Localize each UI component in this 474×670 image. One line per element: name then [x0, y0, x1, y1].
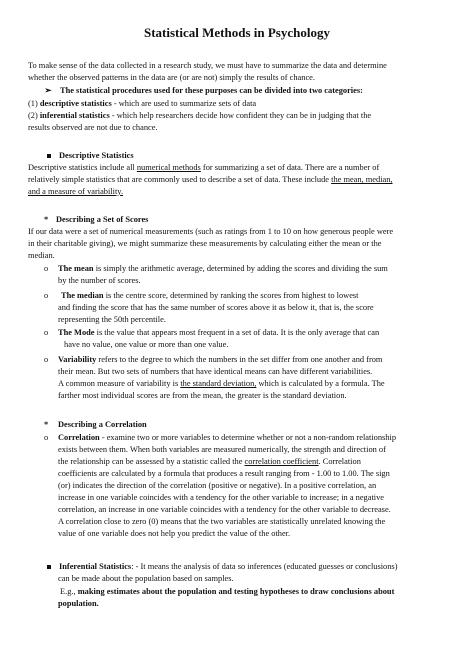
category-1-number: (1)	[28, 99, 40, 108]
category-1-term: descriptive statistics	[39, 99, 112, 108]
scores-heading-row	[44, 214, 148, 226]
descriptive-line-1-b: for summarizing a set of data. There are a number of	[200, 163, 380, 172]
category-2-line-2: results observed are not due to chance.	[28, 123, 158, 132]
variability-line-2: their mean. But two sets of numbers that have identical means can have different variabilities.	[58, 367, 373, 376]
scores-heading: Describing a Set of Scores	[56, 215, 149, 224]
median-line-3: representing the 50th percentile.	[58, 315, 166, 324]
correlation-line-7: correlation, an increase in one variable coincides with a tendency for the other variable to decrease.	[58, 505, 391, 514]
correlation-line-1: - examine two or more variables to determine whether or not a non-random relationship	[99, 433, 397, 442]
descriptive-line-2-a: relatively simple statistics that are commonly used to describe a set of data. These include	[28, 175, 332, 184]
descriptive-line-1	[28, 162, 379, 174]
hollow-circle-bullet-icon: o	[44, 433, 49, 442]
median-term: The median	[61, 291, 104, 300]
mean-median-term: the mean, median,	[331, 175, 393, 184]
median-line-2: and finding the score that has the same number of scores above it as below it, that is, the score	[58, 303, 374, 312]
correlation-line-5: (or) indicates the direction of the correlation (positive or negative). In a positive correlation, an	[58, 481, 377, 490]
correlation-line-9: value of one variable does not help you predict the value of the other.	[58, 529, 291, 538]
mean-item	[44, 263, 388, 275]
descriptive-line-3: and a measure of variability.	[28, 187, 124, 196]
mode-item	[44, 327, 379, 339]
intro-line-1: To make sense of the data collected in a research study, we must have to summarize the data and determine	[28, 61, 387, 70]
scores-line-3: median.	[28, 251, 55, 260]
hollow-circle-bullet-icon: o	[44, 291, 49, 300]
correlation-line-4: coefficients are calculated by a formula that produces a result ranging from - 1.00 to 1.00. The sign	[58, 469, 390, 478]
category-1-text: - which are used to summarize sets of data	[111, 99, 257, 108]
hollow-circle-bullet-icon: o	[44, 264, 49, 273]
variability-line-4: farther most individual scores are from the mean, the greater is the standard deviation.	[58, 391, 347, 400]
correlation-item	[44, 432, 396, 444]
mean-text: is simply the arithmetic average, determined by adding the scores and dividing the sum	[93, 264, 388, 273]
inferential-line-2: can be made about the population based on samples.	[58, 574, 234, 583]
numerical-methods-term: numerical methods	[136, 163, 201, 172]
median-text: is the centre score, determined by ranking the scores from highest to lowest	[103, 291, 359, 300]
median-item	[44, 290, 359, 302]
correlation-heading-row	[44, 419, 147, 431]
square-bullet-icon	[47, 565, 51, 569]
mean-term: The mean	[58, 264, 94, 273]
category-2-number: (2)	[28, 111, 40, 120]
asterisk-bullet-icon: *	[44, 215, 49, 224]
category-2-term: inferential statistics	[39, 111, 110, 120]
intro-line-2: whether the observed patterns in the data are (or are not) simply the results of chance.	[28, 73, 315, 82]
category-2	[28, 110, 371, 122]
correlation-term: Correlation	[58, 433, 100, 442]
intro-heading-row	[28, 85, 363, 97]
mean-line-2: by the number of scores.	[58, 276, 141, 285]
correlation-line-6: increase in one variable coincides with a tendency for the other variable to increase; in a negative	[58, 493, 385, 502]
variability-item	[44, 354, 382, 366]
variability-line-3-b: which is calculated by a formula. The	[256, 379, 385, 388]
variability-text: refers to the degree to which the numbers in the set differ from one another and from	[96, 355, 383, 364]
correlation-line-2: exists between them. When both variables are measured numerically, the strength and direction of	[58, 445, 386, 454]
mode-text: is the value that appears most frequent in a set of data. It is the only average that can	[94, 328, 380, 337]
variability-line-3-a: A common measure of variability is	[58, 379, 181, 388]
descriptive-line-2	[28, 174, 393, 186]
category-2-text: - which help researchers decide how confident they can be in judging that the	[109, 111, 372, 120]
square-bullet-icon	[47, 154, 51, 158]
hollow-circle-bullet-icon: o	[44, 328, 49, 337]
arrowhead-bullet-icon: ➢	[44, 86, 52, 95]
inferential-example: making estimates about the population and testing hypotheses to draw conclusions about	[77, 587, 395, 596]
inferential-term: Inferential Statistics	[59, 562, 132, 571]
variability-line-3	[58, 378, 385, 390]
correlation-line-3	[58, 456, 361, 468]
scores-line-1: If our data were a set of numerical measurements (such as ratings from 1 to 10 on how generous people were	[28, 227, 394, 236]
document-title: Statistical Methods in Psychology	[144, 25, 330, 40]
inferential-line-3	[60, 586, 394, 598]
mode-line-2: have no value, one value or more than one value.	[64, 340, 229, 349]
variability-term: Variability	[58, 355, 97, 364]
scores-line-2: in their charitable giving), we might summarize these measurements by calculating either the mean or the	[28, 239, 382, 248]
mode-term: The Mode	[58, 328, 95, 337]
standard-deviation-term: the standard deviation,	[180, 379, 257, 388]
correlation-line-3-a: the relationship can be assessed by a statistic called the	[58, 457, 245, 466]
correlation-line-8: A correlation close to zero (0) means that the two variables are statistically unrelated knowing the	[58, 517, 386, 526]
asterisk-bullet-icon: *	[44, 420, 49, 429]
inferential-eg: E.g.,	[60, 587, 78, 596]
inferential-item	[40, 561, 398, 573]
correlation-line-3-b: . Correlation	[318, 457, 361, 466]
descriptive-line-1-a: Descriptive statistics include all	[28, 163, 137, 172]
correlation-coefficient-term: correlation coefficient	[244, 457, 319, 466]
descriptive-heading-row	[40, 150, 134, 162]
inferential-line-4: population.	[58, 599, 99, 608]
descriptive-heading: Descriptive Statistics	[59, 151, 134, 160]
inferential-line-1: : - It means the analysis of data so inferences (educated guesses or conclusions)	[131, 562, 398, 571]
correlation-heading: Describing a Correlation	[58, 420, 147, 429]
hollow-circle-bullet-icon: o	[44, 355, 49, 364]
category-1	[28, 98, 256, 110]
intro-heading: The statistical procedures used for these purposes can be divided into two categories:	[60, 86, 363, 95]
